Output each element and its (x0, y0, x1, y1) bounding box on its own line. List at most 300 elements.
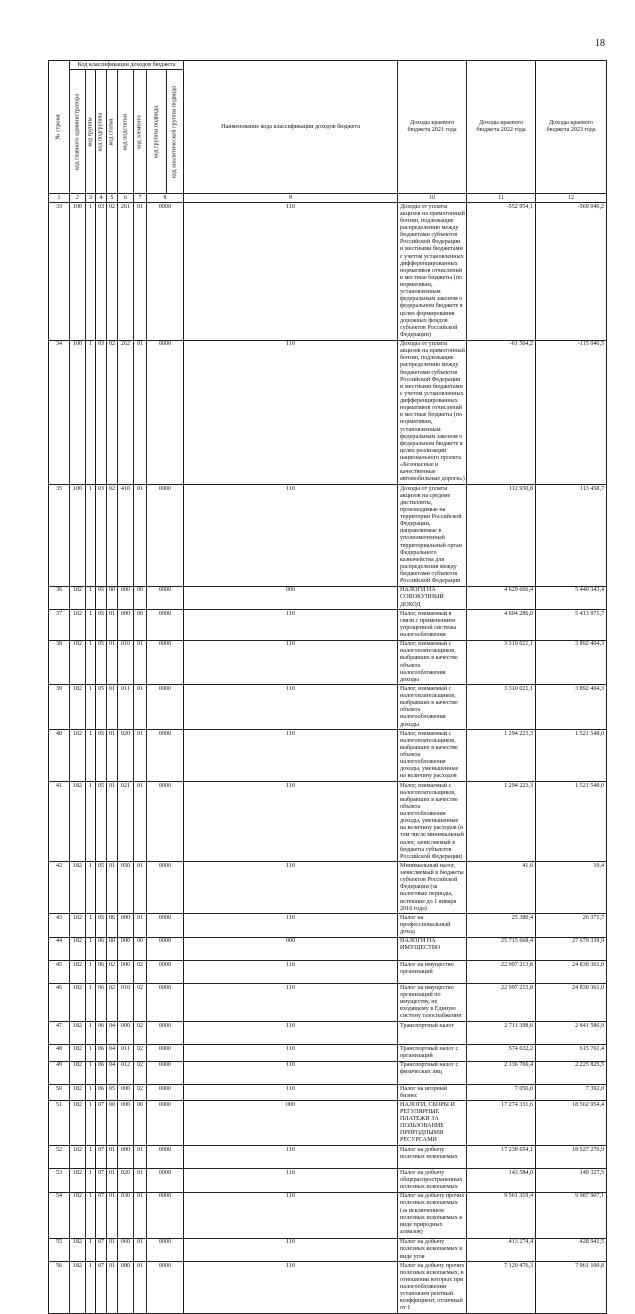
column-number: 2 (70, 194, 86, 203)
table-row (49, 610, 607, 641)
cell-c1: 182 (70, 1192, 86, 1238)
header-code-analytic-group: код аналитической группы подвида (167, 70, 184, 194)
cell-v2: 2 225 825,5 (536, 1061, 607, 1084)
cell-c5: 020 (118, 730, 134, 782)
cell-c5: 000 (118, 914, 134, 937)
cell-c4: 01 (107, 782, 118, 862)
header-code-subtype-group: код группы подвида (147, 70, 167, 194)
cell-c4: 01 (107, 730, 118, 782)
cell-c4: 06 (107, 914, 118, 937)
cell-name: Транспортный налог с физических лиц (398, 1061, 467, 1084)
cell-v1: 3 310 021,1 (467, 640, 536, 685)
cell-c2: 1 (86, 640, 96, 685)
cell-c2: 1 (86, 1085, 96, 1101)
cell-name: НАЛОГИ НА СОВОКУПНЫЙ ДОХОД (398, 586, 467, 609)
cell-n: 46 (49, 984, 70, 1022)
cell-name: Налог, взимаемый с налогоплательщиков, выбравших в качестве объекта налогообложения доходы, уменьшенные на величину расходов (в том числе минимальный налог, зачисляемый в бюджеты субъектов Российской Федерации) (398, 782, 467, 862)
cell-c1: 182 (70, 640, 86, 685)
cell-c2: 1 (86, 1101, 96, 1146)
cell-c1: 182 (70, 730, 86, 782)
cell-name: Минимальный налог, зачисляемый в бюджеты субъектов Российской Федерации (за налоговые периоды, истекшие до 1 января 2016 года) (398, 862, 467, 914)
cell-v1: 2 711 398,6 (467, 1022, 536, 1045)
cell-name: Налог, взимаемый с налогоплательщиков, выбравших в качестве объекта налогообложения доходы (398, 640, 467, 685)
cell-c7: 0000 (147, 1262, 184, 1314)
cell-v2: 9 987 907,1 (536, 1192, 607, 1238)
cell-c2: 1 (86, 862, 96, 914)
cell-c2: 1 (86, 961, 96, 984)
header-code-admin: код главного администратора (70, 70, 86, 194)
cell-c2: 1 (86, 340, 96, 485)
cell-c8: 110 (184, 1146, 398, 1169)
cell-c3: 05 (96, 782, 107, 862)
cell-c4: 01 (107, 1192, 118, 1238)
cell-c5: 000 (118, 1085, 134, 1101)
cell-n: 39 (49, 685, 70, 730)
cell-c4: 05 (107, 1085, 118, 1101)
cell-name: Налог на добычу полезных ископаемых в виде угля (398, 1238, 467, 1261)
cell-c1: 182 (70, 1045, 86, 1061)
cell-c2: 1 (86, 1169, 96, 1192)
cell-n: 52 (49, 1146, 70, 1169)
cell-name: Налог на имущество организаций по имуществу, не входящему в Единую систему газоснабжения (398, 984, 467, 1022)
cell-c2: 1 (86, 1045, 96, 1061)
cell-c4: 02 (107, 961, 118, 984)
cell-v1: 17 274 331,6 (467, 1101, 536, 1146)
cell-v2: 149 327,5 (536, 1169, 607, 1192)
column-number-row (49, 194, 607, 203)
table-row (49, 1101, 607, 1146)
cell-c1: 182 (70, 1085, 86, 1101)
cell-n: 40 (49, 730, 70, 782)
cell-name: Доходы от уплаты акцизов на прямогонный бензин, подлежащие распределению между бюджетами субъектов Российской Федерации и местными бюджетами с учетом установленных дифференцированных нормативов отчислений в местные бюджеты (по нормативам, установленным федеральным законом о федеральном бюджете в целях формирования дорожных фондов субъектов Российской Федерации) (398, 203, 467, 340)
cell-c5: 010 (118, 640, 134, 685)
cell-c5: 000 (118, 961, 134, 984)
cell-v1: 1 294 223,3 (467, 730, 536, 782)
cell-c6: 01 (134, 862, 147, 914)
cell-c5: 021 (118, 782, 134, 862)
cell-c3: 05 (96, 610, 107, 641)
cell-c7: 0000 (147, 730, 184, 782)
table-row (49, 685, 607, 730)
table-row (49, 1061, 607, 1084)
cell-c1: 182 (70, 984, 86, 1022)
cell-c7: 0000 (147, 914, 184, 937)
cell-c6: 02 (134, 961, 147, 984)
cell-c1: 182 (70, 1169, 86, 1192)
table-row (49, 586, 607, 609)
cell-c2: 1 (86, 730, 96, 782)
cell-v2: 1 521 548,0 (536, 730, 607, 782)
cell-c3: 03 (96, 203, 107, 340)
cell-c8: 110 (184, 1262, 398, 1314)
cell-c7: 0000 (147, 1238, 184, 1261)
cell-n: 44 (49, 937, 70, 960)
cell-c6: 01 (134, 203, 147, 340)
cell-c3: 05 (96, 586, 107, 609)
column-number: 7 (134, 194, 147, 203)
cell-c6: 02 (134, 1022, 147, 1045)
cell-c4: 02 (107, 340, 118, 485)
cell-c4: 00 (107, 1101, 118, 1146)
cell-v1: 4 629 666,4 (467, 586, 536, 609)
cell-n: 38 (49, 640, 70, 685)
cell-c5: 060 (118, 1238, 134, 1261)
cell-c1: 182 (70, 1061, 86, 1084)
column-number: 6 (118, 194, 134, 203)
cell-v2: 18 527 276,9 (536, 1146, 607, 1169)
cell-c5: 011 (118, 685, 134, 730)
cell-v2: 7 961 100,8 (536, 1262, 607, 1314)
cell-c5: 010 (118, 984, 134, 1022)
cell-c8: 000 (184, 1101, 398, 1146)
cell-n: 33 (49, 203, 70, 340)
cell-c5: 020 (118, 1169, 134, 1192)
cell-n: 56 (49, 1262, 70, 1314)
cell-c4: 01 (107, 1169, 118, 1192)
cell-n: 41 (49, 782, 70, 862)
cell-v2: 3 892 404,3 (536, 685, 607, 730)
cell-c7: 0000 (147, 984, 184, 1022)
table-header (49, 61, 607, 203)
cell-name: НАЛОГИ, СБОРЫ И РЕГУЛЯРНЫЕ ПЛАТЕЖИ ЗА ПОЛЬЗОВАНИЕ ПРИРОДНЫМИ РЕСУРСАМИ (398, 1101, 467, 1146)
cell-c2: 1 (86, 914, 96, 937)
cell-c5: 000 (118, 937, 134, 960)
cell-c1: 100 (70, 340, 86, 485)
cell-c1: 100 (70, 485, 86, 587)
cell-c1: 182 (70, 1238, 86, 1261)
cell-c8: 110 (184, 1192, 398, 1238)
cell-name: Доходы от уплаты акцизов на средние дистилляты, производимые на территории Российской Федерации, направляемые в уполномоченный территориальный орган Федерального казначейства для распределения между бюджетами субъектов Российской Федерации (398, 485, 467, 587)
header-code-element: код элемента (134, 70, 147, 194)
cell-c2: 1 (86, 984, 96, 1022)
cell-v1: 25 715 668,4 (467, 937, 536, 960)
cell-c1: 182 (70, 961, 86, 984)
cell-c6: 02 (134, 1085, 147, 1101)
header-year-2021: Доходы краевого бюджета 2021 года (398, 61, 467, 194)
cell-c8: 110 (184, 914, 398, 937)
cell-c4: 01 (107, 1238, 118, 1261)
column-number: 5 (107, 194, 118, 203)
cell-c8: 110 (184, 1045, 398, 1061)
column-number: 4 (96, 194, 107, 203)
header-year-2022: Доходы краевого бюджета 2022 года (467, 61, 536, 194)
cell-c4: 02 (107, 203, 118, 340)
table-row (49, 1262, 607, 1314)
page-number: 18 (595, 38, 605, 49)
column-number: 11 (467, 194, 536, 203)
cell-c3: 06 (96, 937, 107, 960)
cell-v1: 574 632,2 (467, 1045, 536, 1061)
cell-v1: 1 294 223,3 (467, 782, 536, 862)
cell-n: 47 (49, 1022, 70, 1045)
cell-c4: 02 (107, 485, 118, 587)
cell-c4: 04 (107, 1061, 118, 1084)
cell-c3: 07 (96, 1169, 107, 1192)
cell-n: 37 (49, 610, 70, 641)
cell-c1: 100 (70, 203, 86, 340)
cell-c2: 1 (86, 1061, 96, 1084)
cell-c3: 06 (96, 1045, 107, 1061)
table-row (49, 340, 607, 485)
table-row (49, 730, 607, 782)
cell-c2: 1 (86, 586, 96, 609)
cell-c6: 02 (134, 1061, 147, 1084)
cell-v2: 5 440 343,4 (536, 586, 607, 609)
header-row-number: № строки (49, 61, 70, 194)
cell-c3: 03 (96, 485, 107, 587)
cell-c6: 01 (134, 1262, 147, 1314)
cell-c2: 1 (86, 485, 96, 587)
cell-c3: 06 (96, 1061, 107, 1084)
cell-c8: 110 (184, 203, 398, 340)
cell-c4: 02 (107, 984, 118, 1022)
cell-name: Налог на игорный бизнес (398, 1085, 467, 1101)
cell-v2: 5 413 971,7 (536, 610, 607, 641)
cell-name: Налог на добычу прочих полезных ископаемых (за исключением полезных ископаемых в виде природных алмазов) (398, 1192, 467, 1238)
cell-c4: 01 (107, 640, 118, 685)
cell-v1: 17 238 654,1 (467, 1146, 536, 1169)
header-code-article: код статьи (107, 70, 118, 194)
cell-n: 53 (49, 1169, 70, 1192)
table-row (49, 1169, 607, 1192)
cell-c2: 1 (86, 937, 96, 960)
cell-v1: 4 604 286,0 (467, 610, 536, 641)
cell-c3: 07 (96, 1238, 107, 1261)
cell-c8: 110 (184, 485, 398, 587)
cell-name: Транспортный налог (398, 1022, 467, 1045)
cell-v2: 7 392,0 (536, 1085, 607, 1101)
cell-c2: 1 (86, 685, 96, 730)
table-row (49, 862, 607, 914)
cell-c8: 110 (184, 1238, 398, 1261)
cell-c8: 110 (184, 610, 398, 641)
column-number: 12 (536, 194, 607, 203)
cell-c5: 012 (118, 1061, 134, 1084)
cell-c3: 05 (96, 914, 107, 937)
cell-c1: 182 (70, 1022, 86, 1045)
cell-c7: 0000 (147, 1192, 184, 1238)
cell-c2: 1 (86, 1146, 96, 1169)
cell-v2: 113 458,7 (536, 485, 607, 587)
cell-c6: 00 (134, 937, 147, 960)
cell-name: Налог на добычу общераспространенных полезных ископаемых (398, 1169, 467, 1192)
cell-c8: 110 (184, 961, 398, 984)
header-code-group: код группы (86, 70, 96, 194)
cell-c3: 07 (96, 1262, 107, 1314)
cell-c7: 0000 (147, 610, 184, 641)
cell-name: Налог, взимаемый с налогоплательщиков, выбравших в качестве объекта налогообложения доходы, уменьшенные на величину расходов (398, 730, 467, 782)
cell-n: 45 (49, 961, 70, 984)
cell-c5: 000 (118, 1022, 134, 1045)
cell-v1: 25 380,4 (467, 914, 536, 937)
column-number: 3 (86, 194, 96, 203)
cell-v1: 413 274,4 (467, 1238, 536, 1261)
cell-c6: 02 (134, 1045, 147, 1061)
cell-n: 35 (49, 485, 70, 587)
cell-name: Налог на имущество организаций (398, 961, 467, 984)
cell-c1: 182 (70, 914, 86, 937)
cell-v1: 22 997 213,8 (467, 984, 536, 1022)
cell-c1: 182 (70, 685, 86, 730)
table-row (49, 485, 607, 587)
cell-name: Налог на добычу полезных ископаемых (398, 1146, 467, 1169)
cell-c5: 050 (118, 862, 134, 914)
cell-v2: 24 830 361,0 (536, 984, 607, 1022)
cell-n: 49 (49, 1061, 70, 1084)
column-number: 10 (398, 194, 467, 203)
cell-c6: 01 (134, 730, 147, 782)
cell-c3: 06 (96, 1085, 107, 1101)
cell-c4: 04 (107, 1045, 118, 1061)
cell-c4: 04 (107, 1022, 118, 1045)
header-classification-group: Код классификации доходов бюджета (70, 61, 184, 70)
cell-c3: 07 (96, 1146, 107, 1169)
column-number: 1 (49, 194, 70, 203)
cell-name: Транспортный налог с организаций (398, 1045, 467, 1061)
cell-c6: 01 (134, 1192, 147, 1238)
cell-v1: -61 504,2 (467, 340, 536, 485)
cell-c8: 110 (184, 1022, 398, 1045)
cell-c6: 01 (134, 340, 147, 485)
cell-v2: 27 679 339,9 (536, 937, 607, 960)
cell-c5: 030 (118, 1192, 134, 1238)
cell-v2: 615 761,4 (536, 1045, 607, 1061)
cell-c7: 0000 (147, 340, 184, 485)
table-body (49, 203, 607, 1314)
cell-c7: 0000 (147, 1022, 184, 1045)
table-row (49, 937, 607, 960)
cell-c1: 182 (70, 1101, 86, 1146)
cell-v2: 428 941,5 (536, 1238, 607, 1261)
cell-c7: 0000 (147, 640, 184, 685)
cell-c7: 0000 (147, 1169, 184, 1192)
header-code-subgroup: код подгруппы (96, 70, 107, 194)
cell-c1: 182 (70, 1146, 86, 1169)
cell-n: 50 (49, 1085, 70, 1101)
cell-c1: 182 (70, 610, 86, 641)
cell-c5: 410 (118, 485, 134, 587)
cell-c8: 110 (184, 984, 398, 1022)
cell-c6: 01 (134, 1169, 147, 1192)
cell-c7: 0000 (147, 203, 184, 340)
cell-c7: 0000 (147, 1085, 184, 1101)
cell-v2: 1 521 548,0 (536, 782, 607, 862)
cell-c8: 110 (184, 685, 398, 730)
cell-c3: 03 (96, 340, 107, 485)
cell-c8: 000 (184, 586, 398, 609)
cell-c8: 110 (184, 782, 398, 862)
table-row (49, 640, 607, 685)
cell-c3: 07 (96, 1101, 107, 1146)
table-row (49, 1238, 607, 1261)
cell-v2: 2 841 586,9 (536, 1022, 607, 1045)
cell-n: 34 (49, 340, 70, 485)
cell-v1: 112 930,8 (467, 485, 536, 587)
cell-c6: 01 (134, 914, 147, 937)
cell-v1: 22 997 213,8 (467, 961, 536, 984)
cell-c5: 000 (118, 1101, 134, 1146)
header-code-subarticle: код подстатьи (118, 70, 134, 194)
cell-c3: 07 (96, 1192, 107, 1238)
cell-c8: 110 (184, 640, 398, 685)
cell-v1: 3 310 021,1 (467, 685, 536, 730)
cell-v2: -569 046,2 (536, 203, 607, 340)
cell-c3: 05 (96, 640, 107, 685)
cell-v2: 26 371,7 (536, 914, 607, 937)
table-row (49, 1192, 607, 1238)
cell-c5: 000 (118, 610, 134, 641)
cell-c5: 000 (118, 586, 134, 609)
cell-c2: 1 (86, 610, 96, 641)
cell-c4: 01 (107, 862, 118, 914)
column-number: 8 (147, 194, 184, 203)
cell-c6: 01 (134, 485, 147, 587)
cell-c7: 0000 (147, 937, 184, 960)
cell-c4: 01 (107, 685, 118, 730)
cell-c5: 000 (118, 1146, 134, 1169)
table-row (49, 1085, 607, 1101)
cell-c1: 182 (70, 862, 86, 914)
table-row (49, 203, 607, 340)
header-name: Наименование кода классификации доходов бюджета (184, 61, 398, 194)
table-row (49, 984, 607, 1022)
cell-name: НАЛОГИ НА ИМУЩЕСТВО (398, 937, 467, 960)
cell-c6: 01 (134, 782, 147, 862)
cell-c8: 000 (184, 937, 398, 960)
cell-n: 43 (49, 914, 70, 937)
cell-c6: 02 (134, 984, 147, 1022)
cell-c6: 01 (134, 1146, 147, 1169)
cell-c3: 05 (96, 862, 107, 914)
budget-revenue-table (48, 60, 607, 1314)
cell-v2: 24 830 361,0 (536, 961, 607, 984)
cell-c8: 110 (184, 1085, 398, 1101)
cell-n: 48 (49, 1045, 70, 1061)
cell-c7: 0000 (147, 485, 184, 587)
cell-c4: 00 (107, 586, 118, 609)
cell-name: Налог на добычу прочих полезных ископаемых, в отношении которых при налогообложении установлен рентный коэффициент, отличный от 1 (398, 1262, 467, 1314)
cell-c7: 0000 (147, 1146, 184, 1169)
cell-c6: 00 (134, 586, 147, 609)
cell-c1: 182 (70, 782, 86, 862)
cell-c7: 0000 (147, 586, 184, 609)
cell-c1: 182 (70, 1262, 86, 1314)
cell-n: 36 (49, 586, 70, 609)
cell-c3: 06 (96, 961, 107, 984)
cell-v2: 3 892 404,3 (536, 640, 607, 685)
cell-c2: 1 (86, 1192, 96, 1238)
cell-v2: 18 562 954,4 (536, 1101, 607, 1146)
cell-n: 42 (49, 862, 70, 914)
cell-c7: 0000 (147, 961, 184, 984)
cell-v1: 9 561 319,4 (467, 1192, 536, 1238)
table-row (49, 961, 607, 984)
cell-v1: 7 120 476,3 (467, 1262, 536, 1314)
cell-c2: 1 (86, 1262, 96, 1314)
cell-c1: 182 (70, 586, 86, 609)
cell-c7: 0000 (147, 862, 184, 914)
cell-c6: 01 (134, 685, 147, 730)
cell-name: Налог, взимаемый с налогоплательщиков, выбравших в качестве объекта налогообложения доходы (398, 685, 467, 730)
cell-v1: -552 954,1 (467, 203, 536, 340)
cell-c8: 110 (184, 862, 398, 914)
cell-c2: 1 (86, 1238, 96, 1261)
cell-c7: 0000 (147, 1101, 184, 1146)
table-row (49, 914, 607, 937)
cell-c8: 110 (184, 1169, 398, 1192)
header-year-2023: Доходы краевого бюджета 2023 года (536, 61, 607, 194)
cell-name: Налог, взимаемый в связи с применением упрощенной системы налогообложения (398, 610, 467, 641)
